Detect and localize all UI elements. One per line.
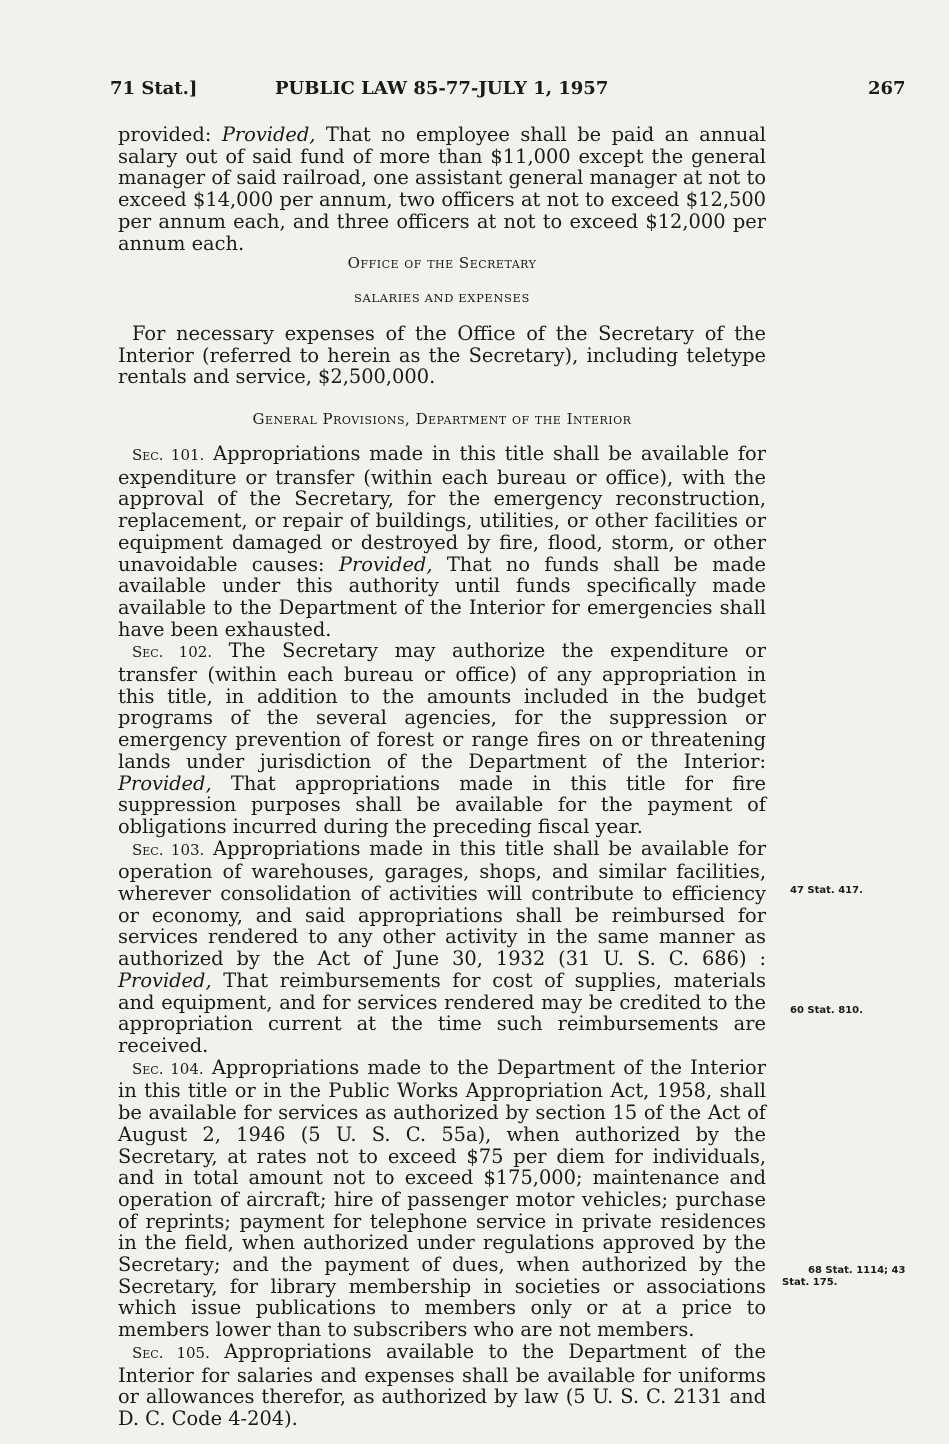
opening-lead: provided: [118,123,222,146]
salaries-heading: SALARIES AND EXPENSES [353,291,531,305]
office-heading: Office of the Secretary [347,254,537,272]
proviso-word: Provided, [221,123,316,146]
margin-citation: 68 Stat. 1114; 43 [808,1265,906,1276]
general-provisions-heading: General Provisions, Department of the Interior [252,410,632,428]
section-101: Sec. 101. Appropriations made in this title shall be available for expenditure or transfer (within each bureau or office), with the approval of the Secretary, for the emergency reconstruction, replacement, or repair of buildings, utilities, or other facilities or equipment damaged or destroyed by fire, flood, storm, or other unavoidable causes: Provided, That no funds shall be made available under this authority until funds specifically made available to the Department of the Interior for emergencies shall have been exhausted. [118,442,766,641]
page-number: 267 [868,78,906,99]
margin-citation: Stat. 175. [782,1277,838,1288]
sections-block [118,443,766,1430]
section-103: Sec. 103. Appropriations made in this title shall be available for operation of warehouses, garages, shops, and similar facilities, wherever consolidation of activities will contribute to efficiency or economy, and said appropriations shall be reimbursed for services rendered to any other activity in the same manner as authorized by the Act of June 30, 1932 (31 U. S. C. 686) : Provided, That reimbursements for cost of supplies, materials and equipment, and for services rendered may be credited to the appropriation current at the time such reimbursements are received. [118,836,766,1057]
running-head-volume: 71 Stat.] [110,78,198,99]
office-paragraph [118,323,766,388]
section-102: Sec. 102. The Secretary may authorize the expenditure or transfer (within each bureau or office) of any appropriation in this title, in addition to the amounts included in the budget programs of the several agencies, for the suppression or emergency prevention of forest or range fires on or threatening lands under jurisdiction of the Department of the Interior: Provided, That appropriations made in this title for fire suppression purposes shall be available for the payment of obligations incurred during the preceding fiscal year. [118,639,766,838]
section-104: Sec. 104. Appropriations made to the Department of the Interior in this title or in the Public Works Appropriation Act, 1958, shall be available for services as authorized by section 15 of the Act of August 2, 1946 (5 U. S. C. 55a), when authorized by the Secretary, at rates not to exceed $75 per diem for individuals, and in total amount not to exceed $175,000; maintenance and operation of aircraft; hire of passenger motor vehicles; purchase of reprints; payment for telephone service in private residences in the field, when authorized under regulations approved by the Secretary; and the payment of dues, when authorized by the Secretary, for library membership in societies or associations which issue publications to members only or at a price to members lower than to subscribers who are not members. [118,1055,766,1342]
office-text: For necessary expenses of the Office of the Secretary of the Interior (referred to herein as the Secretary), including teletype rentals and service, $2,500,000. [118,322,766,389]
opening-rest: That no employee shall be paid an annual salary out of said fund of more than $11,000 except the general manager of said railroad, one assistant general manager at not to exceed $14,000 per annum, two officers at not to exceed $12,500 per annum each, and three officers at not to exceed $12,000 per annum each. [118,123,766,255]
running-head-title: PUBLIC LAW 85-77-JULY 1, 1957 [275,78,609,99]
margin-citation: 47 Stat. 417. [790,885,863,896]
margin-citation: 60 Stat. 810. [790,1005,863,1016]
section-105: Sec. 105. Appropriations available to the Department of the Interior for salaries and expenses shall be available for uniforms or allowances therefor, as authorized by law (5 U. S. C. 2131 and D. C. Code 4-204). [118,1339,766,1430]
opening-paragraph [118,124,766,254]
